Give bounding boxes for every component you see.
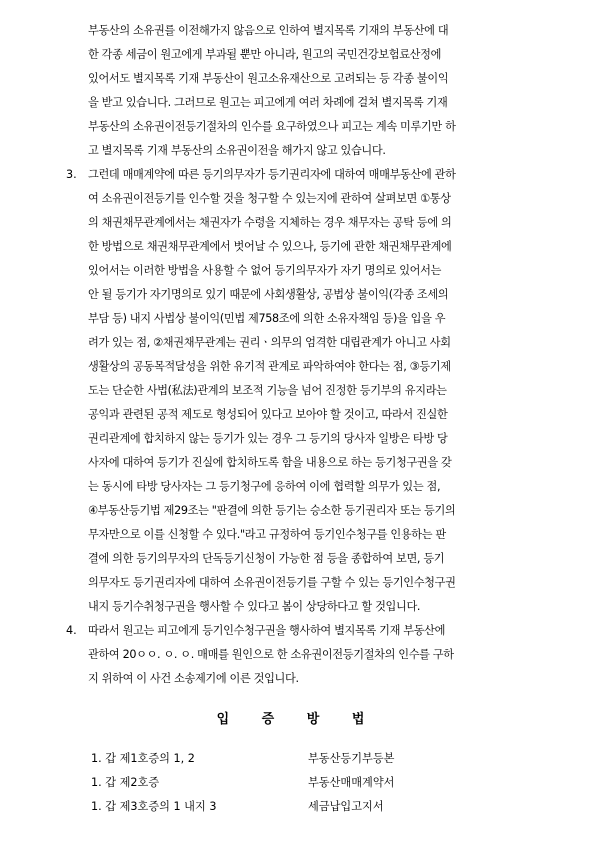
text-line: 안 될 등기가 자기명의로 있기 때문에 사회생활상, 공법상 불이익(각종 조세의 (88, 288, 449, 301)
text-line: 지 위하여 이 사건 소송제기에 이른 것입니다. (88, 672, 299, 685)
evidence-label: 1. 갑 제1호증의 1, 2 (91, 752, 195, 765)
text-line: 권리관계에 합치하지 않는 등기가 있는 경우 그 등기의 당사자 일방은 타방 당 (88, 432, 448, 445)
text-line: 부동산의 소유권이전등기절차의 인수를 요구하였으나 피고는 계속 미루기만 하 (88, 120, 456, 133)
text-line: 그런데 매매계약에 따른 등기의무자가 등기권리자에 대하여 매매부동산에 관하 (88, 168, 456, 181)
text-line: 있어서도 별지목록 기재 부동산이 원고소유재산으로 고려되는 등 각종 불이익 (88, 72, 449, 85)
evidence-label: 1. 갑 제3호증의 1 내지 3 (91, 800, 217, 813)
text-line: 고 별지목록 기재 부동산의 소유권이전을 해가지 않고 있습니다. (88, 144, 386, 157)
text-line: 려가 있는 점, ②채권채무관계는 권리ㆍ의무의 엄격한 대립관계가 아니고 사회 (88, 336, 451, 349)
text-line: 내지 등기수취청구권을 행사할 수 있다고 봄이 상당하다고 할 것입니다. (88, 600, 421, 613)
evidence-description: 부동산매매계약서 (308, 776, 395, 789)
evidence-description: 부동산등기부등본 (308, 752, 395, 765)
text-line: 사자에 대하여 등기가 진실에 합치하도록 함을 내용으로 하는 등기청구권을 갖 (88, 456, 452, 469)
paragraph-number: 4. (66, 624, 77, 637)
text-line: 따라서 원고는 피고에게 등기인수청구권을 행사하여 별지목록 기재 부동산에 (88, 624, 446, 637)
text-line: 의 채권채무관계에서는 채권자가 수령을 지체하는 경우 채무자는 공탁 등에 의 (88, 216, 452, 229)
evidence-label: 1. 갑 제2호증 (91, 776, 160, 789)
text-line: 한 각종 세금이 원고에게 부과될 뿐만 아니라, 원고의 국민건강보험료산정에 (88, 48, 442, 61)
text-line: 부담 등) 내지 사법상 불이익(민법 제758조에 의한 소유자책임 등)을 입을 우 (88, 312, 446, 325)
text-line: 여 소유권이전등기를 인수할 것을 청구할 수 있는지에 관하여 살펴보면 ①통상 (88, 192, 451, 205)
text-line: 결에 의한 등기의무자의 단독등기신청이 가능한 점 등을 종합하여 보면, 등기 (88, 552, 445, 565)
text-line: 공익과 관련된 공적 제도로 형성되어 있다고 보아야 할 것이고, 따라서 진실한 (88, 408, 448, 421)
text-line: 는 동시에 타방 당사자는 그 등기청구에 응하여 이에 협력할 의무가 있는 점, (88, 480, 441, 493)
text-line: 의무자도 등기권리자에 대하여 소유권이전등기를 구할 수 있는 등기인수청구권 (88, 576, 456, 589)
text-line: 있어서는 이러한 방법을 사용할 수 없어 등기의무자가 자기 명의로 있어서는 (88, 264, 442, 277)
text-line: 부동산의 소유권를 이전해가지 않음으로 인하여 별지목록 기재의 부동산에 대 (88, 24, 449, 37)
text-line: 한 방법으로 채권채무관계에서 벗어날 수 있으나, 등기에 관한 채권채무관계에 (88, 240, 452, 253)
text-line: 을 받고 있습니다. 그러므로 원고는 피고에게 여러 차례에 걸쳐 별지목록 기재 (88, 96, 448, 109)
text-line: 생활상의 공동목적달성을 위한 유기적 관계로 파악하여야 한다는 점, ③등기제 (88, 360, 451, 373)
text-line: 관하여 20ㅇㅇ. ㅇ. ㅇ. 매매를 원인으로 한 소유권이전등기절차의 인수를 구하 (88, 648, 454, 661)
text-line: ④부동산등기법 제29조는 "판결에 의한 등기는 승소한 등기권리자 또는 등기의 (88, 504, 456, 517)
paragraph-number: 3. (66, 168, 77, 181)
text-line: 무자만으로 이를 신청할 수 있다."라고 규정하여 등기인수청구를 인용하는 판 (88, 528, 446, 541)
text-line: 도는 단순한 사법(私法)관계의 보조적 기능을 넘어 진정한 등기부의 유지라는 (88, 384, 447, 397)
evidence-description: 세금납입고지서 (308, 800, 384, 813)
evidence-heading: 입 증 방 법 (216, 712, 379, 727)
